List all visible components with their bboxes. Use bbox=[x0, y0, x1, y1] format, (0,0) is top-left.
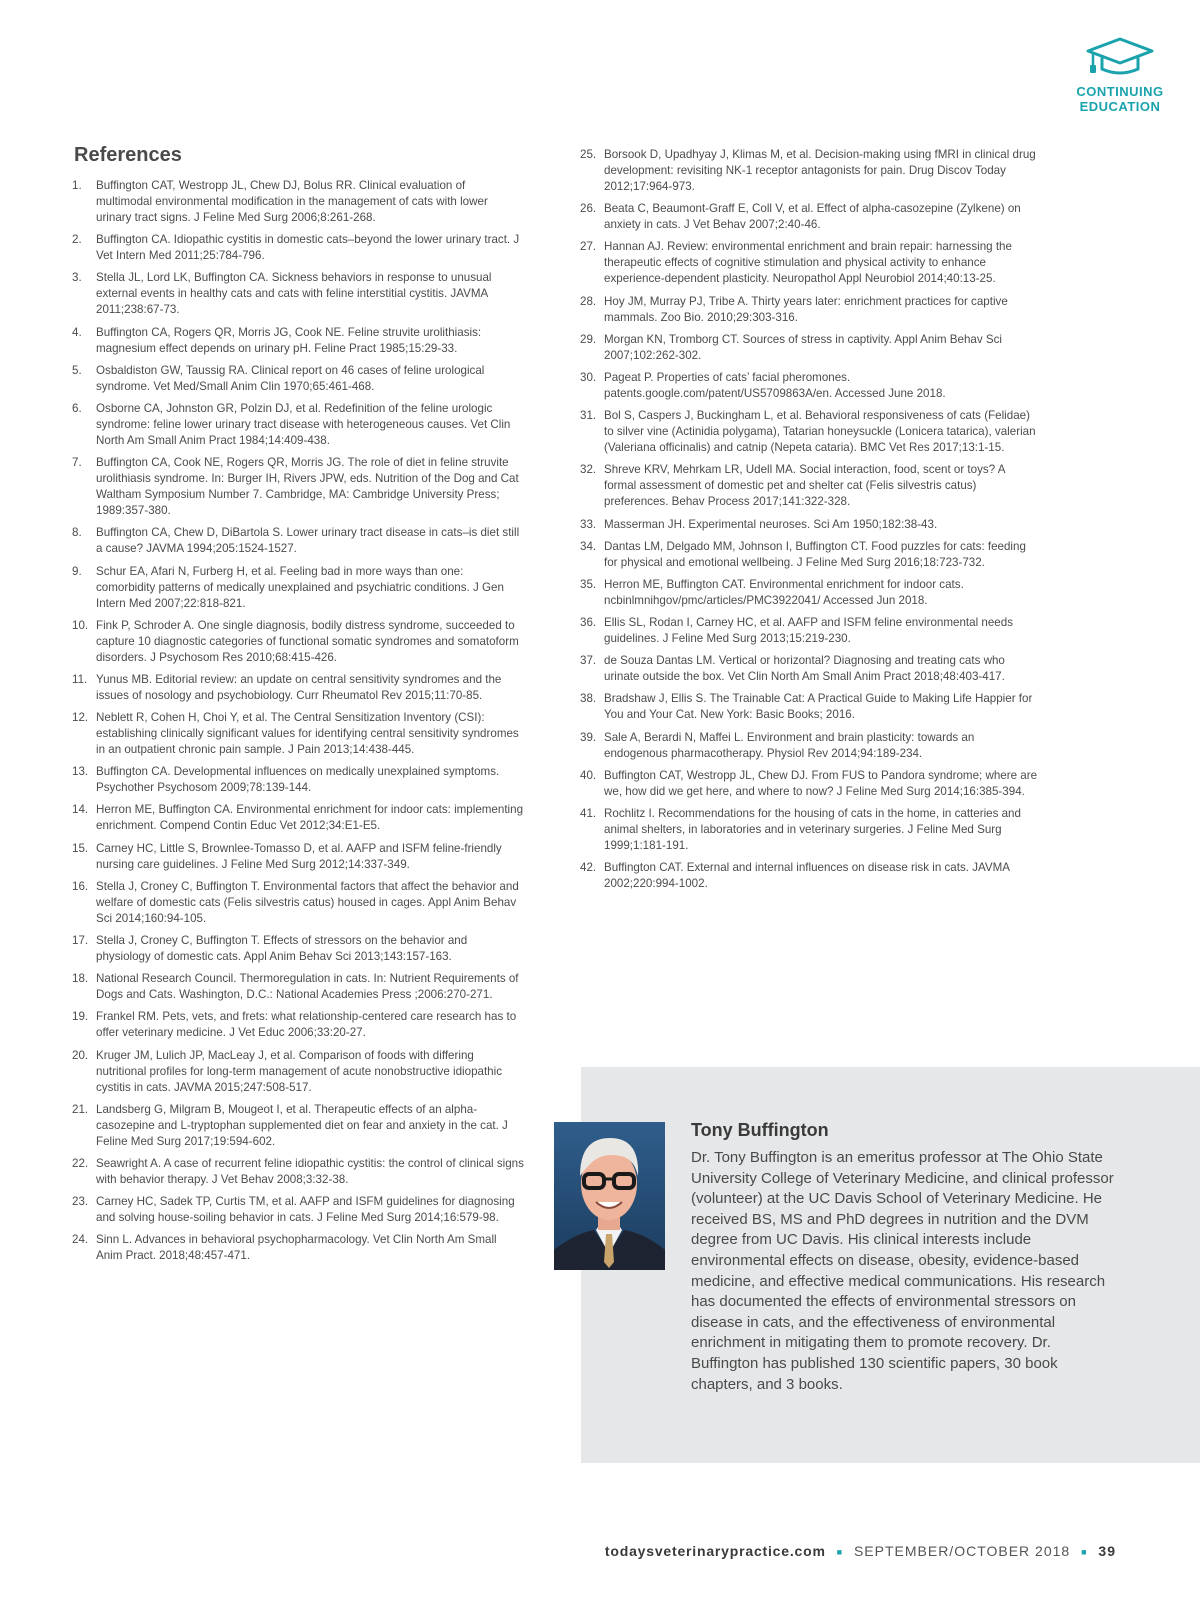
reference-number: 3. bbox=[72, 271, 82, 285]
reference-item bbox=[72, 710, 524, 758]
reference-item bbox=[72, 455, 524, 519]
reference-text: Masserman JH. Experimental neuroses. Sci Am 1950;182:38-43. bbox=[604, 517, 938, 531]
reference-number: 41. bbox=[580, 807, 597, 820]
reference-item bbox=[580, 517, 1040, 533]
reference-number: 30. bbox=[580, 370, 597, 384]
reference-text: Sale A, Berardi N, Maffei L. Environment and brain plasticity: towards an endogenous pharmacotherapy. Physiol Rev 2014;94:189-234. bbox=[604, 730, 975, 760]
badge-line-1: CONTINUING bbox=[1076, 84, 1164, 99]
reference-number: 32. bbox=[580, 463, 597, 477]
reference-item bbox=[580, 806, 1040, 854]
reference-item bbox=[72, 933, 524, 965]
reference-text: National Research Council. Thermoregulation in cats. In: Nutrient Requirements of Dogs and Cats. Washington, D.C.: National Academies Press ;2006:270-271. bbox=[96, 972, 519, 1002]
reference-text: Buffington CAT, Westropp JL, Chew DJ, Bolus RR. Clinical evaluation of multimodal environmental modification in the management of cats with lower urinary tract signs. J Feline Med Surg 2006;8:261-268. bbox=[96, 179, 488, 224]
reference-number: 25. bbox=[580, 148, 597, 161]
reference-text: Stella J, Croney C, Buffington T. Environmental factors that affect the behavior and welfare of domestic cats (Felis silvestris catus) housed in cages. Appl Anim Behav Sci 2014;160:94-105. bbox=[96, 879, 519, 925]
reference-item bbox=[580, 577, 1040, 609]
reference-item bbox=[72, 1048, 524, 1096]
reference-item bbox=[580, 691, 1040, 723]
reference-item bbox=[72, 672, 524, 704]
references-right-column bbox=[580, 147, 1040, 898]
reference-text: Buffington CA. Idiopathic cystitis in domestic cats–beyond the lower urinary tract. J Vet Intern Med 2011;25:784-796. bbox=[96, 233, 520, 263]
reference-number: 1. bbox=[72, 179, 82, 192]
reference-item bbox=[72, 618, 524, 666]
reference-text: Sinn L. Advances in behavioral psychopharmacology. Vet Clin North Am Small Anim Pract. 2018;48:457-471. bbox=[96, 1233, 497, 1263]
page-number: 39 bbox=[1098, 1543, 1116, 1559]
reference-text: Buffington CAT. External and internal influences on disease risk in cats. JAVMA 2002;220:994-1002. bbox=[604, 861, 1010, 891]
reference-item bbox=[580, 408, 1040, 456]
reference-item bbox=[72, 764, 524, 796]
reference-item bbox=[72, 232, 524, 264]
reference-number: 27. bbox=[580, 240, 597, 254]
reference-text: Buffington CA. Developmental influences on medically unexplained symptoms. Psychother Psychosom 2009;78:139-144. bbox=[96, 765, 500, 795]
reference-number: 29. bbox=[580, 332, 597, 346]
reference-text: Kruger JM, Lulich JP, MacLeay J, et al. Comparison of foods with differing nutritional profiles for long-term management of acute nonobstructive idiopathic cystitis in cats. JAVMA 2015;247:508-517. bbox=[96, 1048, 503, 1094]
reference-text: Buffington CA, Cook NE, Rogers QR, Morris JG. The role of diet in feline struvite urolithiasis syndrome. In: Burger IH, Rivers JPW, eds. Nutrition of the Dog and Cat Waltham Symposium Number 7. Cambridge, MA: Cambridge University Press; 1989:357-380. bbox=[96, 456, 519, 518]
reference-item bbox=[72, 1232, 524, 1264]
reference-item bbox=[72, 971, 524, 1003]
reference-item bbox=[72, 363, 524, 395]
reference-number: 35. bbox=[580, 577, 597, 591]
author-photo bbox=[554, 1122, 665, 1270]
reference-text: Stella JL, Lord LK, Buffington CA. Sickness behaviors in response to unusual external events in healthy cats and cats with feline interstitial cystitis. JAVMA 2011;238:67-73. bbox=[96, 271, 492, 317]
reference-item bbox=[580, 239, 1040, 287]
reference-item bbox=[580, 462, 1040, 510]
reference-item bbox=[580, 539, 1040, 571]
reference-item bbox=[580, 768, 1040, 800]
page-footer bbox=[605, 1543, 1116, 1559]
reference-text: Rochlitz I. Recommendations for the housing of cats in the home, in catteries and animal shelters, in laboratories and in veterinary surgeries. J Feline Med Surg 1999;1:181-191. bbox=[604, 807, 1021, 852]
reference-number: 14. bbox=[72, 803, 89, 817]
reference-text: Buffington CA, Rogers QR, Morris JG, Cook NE. Feline struvite urolithiasis: magnesium effect depends on urinary pH. Feline Pract 1985;15:29-33. bbox=[96, 325, 482, 355]
reference-item bbox=[72, 1156, 524, 1188]
reference-number: 36. bbox=[580, 616, 597, 630]
footer-separator: ■ bbox=[836, 1547, 844, 1558]
reference-text: Stella J, Croney C, Buffington T. Effects of stressors on the behavior and physiology of domestic cats. Appl Anim Behav Sci 2013;143:157-163. bbox=[96, 934, 468, 963]
reference-text: Osbaldiston GW, Taussig RA. Clinical report on 46 cases of feline urological syndrome. Vet Med/Small Anim Clin 1970;65:461-468. bbox=[96, 363, 485, 393]
reference-item bbox=[72, 564, 524, 612]
reference-number: 8. bbox=[72, 526, 82, 540]
reference-number: 6. bbox=[72, 401, 82, 415]
reference-text: Osborne CA, Johnston GR, Polzin DJ, et al. Redefinition of the feline urologic syndrome: feline lower urinary tract disease with heterogeneous causes. Vet Clin North Am Small Anim Pract 1984;14:409-438. bbox=[96, 401, 511, 447]
reference-number: 31. bbox=[580, 409, 597, 423]
reference-number: 10. bbox=[72, 618, 89, 632]
reference-item bbox=[580, 860, 1040, 892]
reference-number: 16. bbox=[72, 879, 89, 893]
reference-number: 18. bbox=[72, 972, 89, 986]
reference-text: Dantas LM, Delgado MM, Johnson I, Buffington CT. Food puzzles for cats: feeding for physical and emotional wellbeing. J Feline Med Surg 2016;18:723-732. bbox=[604, 539, 1026, 569]
reference-text: Landsberg G, Milgram B, Mougeot I, et al. Therapeutic effects of an alpha-casozepine and L-tryptophan supplemented diet on fear and anxiety in the cat. J Feline Med Surg 2017;19:594-602. bbox=[96, 1102, 508, 1148]
reference-number: 7. bbox=[72, 456, 82, 470]
reference-number: 42. bbox=[580, 861, 597, 875]
reference-text: Hannan AJ. Review: environmental enrichment and brain repair: harnessing the therapeutic effects of cognitive stimulation and physical activity to enhance experience-dependent plasticity. Neuropathol Appl Neurobiol 2014;40:13-25. bbox=[604, 240, 1012, 286]
reference-text: Buffington CAT, Westropp JL, Chew DJ. From FUS to Pandora syndrome; where are we, how did we get here, and where to now? J Feline Med Surg 2014;16:385-394. bbox=[604, 768, 1038, 798]
reference-number: 38. bbox=[580, 692, 597, 706]
author-name: Tony Buffington bbox=[691, 1120, 829, 1140]
reference-number: 22. bbox=[72, 1156, 89, 1170]
reference-number: 37. bbox=[580, 654, 597, 668]
reference-text: de Souza Dantas LM. Vertical or horizontal? Diagnosing and treating cats who urinate outside the box. Vet Clin North Am Small Anim Pract 2018;48:403-417. bbox=[604, 654, 1005, 684]
reference-number: 5. bbox=[72, 363, 82, 377]
reference-number: 20. bbox=[72, 1048, 89, 1062]
reference-number: 39. bbox=[580, 730, 597, 744]
reference-item bbox=[72, 1009, 524, 1041]
reference-item bbox=[580, 653, 1040, 685]
reference-text: Carney HC, Sadek TP, Curtis TM, et al. AAFP and ISFM guidelines for diagnosing and solving house-soiling behavior in cats. J Feline Med Surg 2014;16:579-98. bbox=[96, 1195, 515, 1225]
footer-issue: SEPTEMBER/OCTOBER 2018 bbox=[853, 1543, 1071, 1559]
reference-number: 19. bbox=[72, 1010, 89, 1024]
reference-text: Morgan KN, Tromborg CT. Sources of stress in captivity. Appl Anim Behav Sci 2007;102:262-302. bbox=[604, 332, 1002, 362]
reference-number: 24. bbox=[72, 1233, 89, 1247]
reference-text: Buffington CA, Chew D, DiBartola S. Lower urinary tract disease in cats–is diet still a cause? JAVMA 1994;205:1524-1527. bbox=[96, 526, 520, 556]
reference-number: 23. bbox=[72, 1195, 89, 1209]
reference-text: Hoy JM, Murray PJ, Tribe A. Thirty years later: enrichment practices for captive mammals. Zoo Bio. 2010;29:303-316. bbox=[604, 294, 1008, 324]
reference-number: 34. bbox=[580, 539, 597, 553]
reference-text: Neblett R, Cohen H, Choi Y, et al. The Central Sensitization Inventory (CSI): establishing clinically significant values for identifying central sensitivity syndromes in an outpatient chronic pain sample. J Pain 2013;14:438-445. bbox=[96, 711, 519, 757]
reference-number: 9. bbox=[72, 564, 82, 578]
reference-number: 21. bbox=[72, 1102, 89, 1116]
reference-item bbox=[72, 270, 524, 318]
reference-item bbox=[580, 615, 1040, 647]
reference-number: 40. bbox=[580, 768, 597, 782]
continuing-education-badge bbox=[1060, 36, 1180, 114]
reference-item bbox=[72, 802, 524, 834]
reference-text: Borsook D, Upadhyay J, Klimas M, et al. Decision-making using fMRI in clinical drug development: revisiting NK-1 receptor antagonists for pain. Drug Discov Today 2012;17:964-973. bbox=[604, 148, 1036, 193]
reference-item bbox=[72, 178, 524, 226]
reference-number: 33. bbox=[580, 517, 597, 531]
reference-number: 17. bbox=[72, 934, 89, 947]
reference-number: 26. bbox=[580, 202, 597, 216]
reference-item bbox=[72, 879, 524, 927]
reference-text: Fink P, Schroder A. One single diagnosis, bodily distress syndrome, succeeded to capture 10 diagnostic categories of functional somatic syndromes and somatoform disorders. J Psychosom Res 2010;68:415-426. bbox=[96, 618, 519, 664]
author-bio-text: Dr. Tony Buffington is an emeritus professor at The Ohio State University College of Veterinary Medicine, and clinical professor (volunteer) at the UC Davis School of Veterinary Medicine. He received BS, MS and PhD degrees in nutrition and the DVM degree from UC Davis. His clinical interests include environmental effects on disease, obesity, evidence-based medicine, and effective medical communications. His research has documented the effects of environmental stressors on disease in cats, and the effectiveness of environmental enrichment in mitigating them to promote recovery. Dr. Buffington has published 130 scientific papers, 30 book chapters, and 3 books. bbox=[691, 1149, 1114, 1393]
reference-number: 11. bbox=[72, 672, 88, 686]
reference-text: Seawright A. A case of recurrent feline idiopathic cystitis: the control of clinical signs with behavior therapy. J Vet Behav 2008;3:32-38. bbox=[96, 1156, 524, 1186]
footer-separator: ■ bbox=[1081, 1547, 1088, 1558]
reference-text: Frankel RM. Pets, vets, and frets: what relationship-centered care research has to offer veterinary medicine. J Vet Educ 2006;33:20-27. bbox=[96, 1010, 517, 1040]
reference-number: 4. bbox=[72, 325, 82, 339]
reference-item bbox=[580, 730, 1040, 762]
reference-text: Herron ME, Buffington CA. Environmental enrichment for indoor cats: implementing enrichment. Compend Contin Educ Vet 2012;34:E1-E5. bbox=[96, 803, 524, 833]
reference-text: Beata C, Beaumont-Graff E, Coll V, et al. Effect of alpha-casozepine (Zylkene) on anxiety in cats. J Vet Behav 2007;2:40-46. bbox=[604, 202, 1021, 232]
reference-number: 12. bbox=[72, 711, 89, 725]
graduation-cap-icon bbox=[1085, 36, 1155, 78]
reference-number: 28. bbox=[580, 294, 597, 308]
reference-text: Carney HC, Little S, Brownlee-Tomasso D, et al. AAFP and ISFM feline-friendly nursing care guidelines. J Feline Med Surg 2012;14:337-349. bbox=[96, 841, 502, 871]
badge-line-2: EDUCATION bbox=[1079, 99, 1161, 114]
reference-item bbox=[580, 370, 1040, 402]
reference-text: Bol S, Caspers J, Buckingham L, et al. Behavioral responsiveness of cats (Felidae) to silver vine (Actinidia polygama), Tatarian honeysuckle (Lonicera tatarica), valerian (Valeriana officinalis) and catnip (Nepeta cataria). BMC Vet Res 2017;13:1-15. bbox=[604, 409, 1036, 455]
footer-site: todaysveterinarypractice.com bbox=[604, 1543, 826, 1559]
reference-item bbox=[72, 841, 524, 873]
references-left-column bbox=[72, 178, 524, 1271]
reference-item bbox=[72, 1194, 524, 1226]
reference-item bbox=[580, 294, 1040, 326]
reference-text: Yunus MB. Editorial review: an update on central sensitivity syndromes and the issues of nosology and psychobiology. Curr Rheumatol Rev 2015;11:70-85. bbox=[96, 672, 502, 702]
reference-text: Pageat P. Properties of cats’ facial pheromones. patents.google.com/patent/US5709863A/en. Accessed June 2018. bbox=[604, 370, 946, 400]
reference-number: 2. bbox=[72, 233, 82, 247]
references-heading: References bbox=[74, 144, 182, 166]
reference-item bbox=[72, 1102, 524, 1150]
reference-text: Ellis SL, Rodan I, Carney HC, et al. AAFP and ISFM feline environmental needs guidelines. J Feline Med Surg 2013;15:219-230. bbox=[604, 616, 1013, 646]
reference-text: Herron ME, Buffington CAT. Environmental enrichment for indoor cats. ncbinlmnihgov/pmc/articles/PMC3922041/ Accessed Jun 2018. bbox=[604, 577, 964, 607]
reference-number: 13. bbox=[72, 765, 89, 779]
reference-item bbox=[580, 201, 1040, 233]
reference-item bbox=[580, 147, 1040, 195]
reference-item bbox=[72, 401, 524, 449]
reference-item bbox=[72, 325, 524, 357]
reference-text: Bradshaw J, Ellis S. The Trainable Cat: A Practical Guide to Making Life Happier for You and Your Cat. New York: Basic Books; 2016. bbox=[604, 692, 1033, 722]
reference-item bbox=[72, 525, 524, 557]
reference-item bbox=[580, 332, 1040, 364]
reference-number: 15. bbox=[72, 841, 89, 855]
reference-text: Shreve KRV, Mehrkam LR, Udell MA. Social interaction, food, scent or toys? A formal assessment of domestic pet and shelter cat (Felis silvestris catus) preferences. Behav Process 2017;141:322-328. bbox=[604, 463, 1005, 509]
reference-text: Schur EA, Afari N, Furberg H, et al. Feeling bad in more ways than one: comorbidity patterns of medically unexplained and psychiatric conditions. J Gen Intern Med 2007;22:818-821. bbox=[96, 564, 504, 610]
